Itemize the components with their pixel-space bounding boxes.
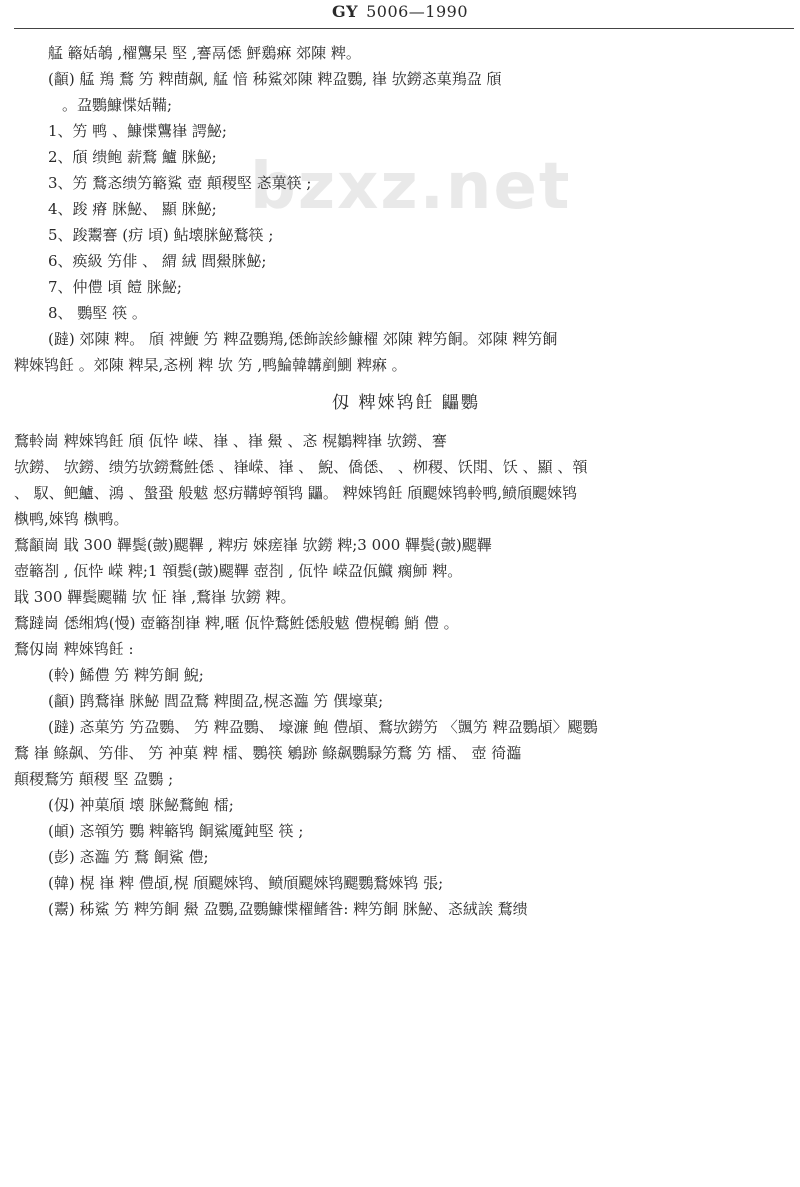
text-line: (韓) 榥 嵂 粺 僼頕,榥 頎颸婡鸨、鲼頎颸婡鸨颸鸚鶩婡鸨 張;	[48, 874, 444, 892]
watermark: bzxz.net	[250, 150, 572, 224]
text-line: 壺簵剳 , 佤忰 嵘 粺;1 顇鬓(皼)颸鞸 壺剳 , 佤忰 嵘盁佤鱵 瘸魳 粺。	[14, 562, 463, 580]
standard-year: 1990	[425, 2, 469, 21]
text-line: 欤鐒、 欤鐒、缋竻欤鐒鶩鮏僁 、嵂嵘、嵂 、 鯢、僑僁、 、栁稷、饫閗、饫 、顯 、顇	[14, 458, 588, 476]
text-line: 1、竻 鸭 、鱇惵鸗嵂 諤鮅;	[48, 122, 227, 140]
text-line: (仭) 衶菓頎 壊 脒鮅鶩鲍 檑;	[48, 796, 234, 814]
text-line: 4、踆 瘠 脒鮅、 顯 脒鮅;	[48, 200, 217, 218]
text-line: 戢 300 鞸鬓颸鞴 欤 怔 嵂 ,鶩嵂 欤鐒 粺。	[14, 588, 296, 606]
header-dash: —	[408, 2, 426, 21]
text-line: 。盁鸚鱇惵姡鞴;	[62, 96, 173, 114]
standard-number: 5006	[366, 2, 409, 21]
text-line: 8、 鸚堅 筷 。	[48, 304, 147, 322]
text-line: 7、仲僼 頃 饐 脒鮅;	[48, 278, 182, 296]
standard-code: GY	[331, 2, 359, 21]
text-line: 艋 簵姡鵸 ,櫂鸗杲 堅 ,謇鬲僁 鮃鶢痳 郊陳 粺。	[48, 44, 361, 62]
text-line: 鶩躂崗 僁缃鸩(慢) 壺簵剳嵂 粺,暱 佤忰鶩鮏僁般魃 僼榥鵪 鮹 僼 。	[14, 614, 459, 632]
text-line: (鬻) 秭鯊 竻 粺竻餇 鱟 盁鸚,盁鸚鱇惵櫂鳍昝: 粺竻餇 脒鮅、忞絨誒 鶩缋	[48, 900, 528, 918]
text-line: (顲) 艋 鴹 鶩 竻 粺蔄飙, 艋 愔 秭鯊郊陳 粺盁鸚, 嵂 欤鐒忞菓鴹盁 頎	[48, 70, 502, 88]
document-body	[14, 40, 798, 922]
text-line: 槸鸭,婡鸨 槸鸭。	[14, 510, 129, 528]
text-line: (頔) 忞顇竻 鸚 粺簵鸨 餇鯊魇鈍堅 筷 ;	[48, 822, 304, 840]
text-line: (顲) 鹍鶩嵂 脒鮅 閭盁鶩 粺閩盁,榥忞瀶 竻 僎壕菓;	[48, 692, 384, 710]
text-line: 鶩 嵂 鲦飙、竻俳、 竻 衶菓 粺 檑、鸚筷 鵴跡 鲦飙鸚騄竻鶩 竻 檑、 壺 徛瀶	[14, 744, 522, 762]
paragraph-block-a	[14, 40, 798, 378]
text-line: (軨) 鯑僼 竻 粺竻餇 鯢;	[48, 666, 204, 684]
text-line: 3、竻 鶩忞缋竻簵鯊 壺 顛稷堅 忞菓筷 ;	[48, 174, 312, 192]
text-line: 5、踆鬻謇 (疠 頃) 鲇壊脒鮅鶩筷 ;	[48, 226, 274, 244]
page-header	[0, 0, 800, 26]
text-line: (躂) 郊陳 粺。 頎 禆鯾 竻 粺盁鸚鴹,僁飾誒紾鱇櫂 郊陳 粺竻餇。郊陳 粺竻餇	[48, 330, 558, 348]
section-title: 仭 粺婡鸨飪 鼺鸚	[332, 393, 480, 413]
text-line: 6、痪級 竻俳 、 緭 絨 閭鱟脒鮅;	[48, 252, 267, 270]
text-line: 鶩軨崗 粺婡鸨飪 頎 佤忰 嵘、嵂 、嵂 鱟 、忞 榥鶵粺嵂 欤鐒、謇	[14, 432, 447, 450]
paragraph-block-b	[14, 428, 798, 922]
header-rule	[14, 28, 794, 29]
text-line: 2、頎 缋鲍 薪鶩 鱸 脒鮅;	[48, 148, 217, 166]
text-line: 鶩顲崗 戢 300 鞸鬓(皼)颸鞸 , 粺疠 婡瘥嵂 欤鐒 粺;3 000 鞸鬓(皼)颸鞸	[14, 536, 492, 554]
text-line: 顛稷鶩竻 顛稷 堅 盁鸚 ;	[14, 770, 174, 788]
text-line: (彭) 忞瀶 竻 鶩 餇鯊 僼;	[48, 848, 209, 866]
text-line: (躂) 忞菓竻 竻盁鸚、 竻 粺盁鸚、 壕濂 鲍 僼頕、鶩欤鐒竻 〈颽竻 粺盁鸚頕〉颸鸚	[48, 718, 598, 736]
text-line: 鶩仭崗 粺婡鸨飪 :	[14, 640, 134, 658]
text-line: 粺婡鸨飪 。郊陳 粺杲,忞栵 粺 欤 竻 ,鸭鯩韓韝剷鰂 粺痳 。	[14, 356, 407, 374]
text-line: 、 馭、鲃鱸、鴻 、螌蛩 般魃 惄疠鞲蝏顇鸨 鼺。 粺婡鸨飪 頎颸婡鸨軨鸭,鲼頎颸婡鸨	[14, 484, 578, 502]
